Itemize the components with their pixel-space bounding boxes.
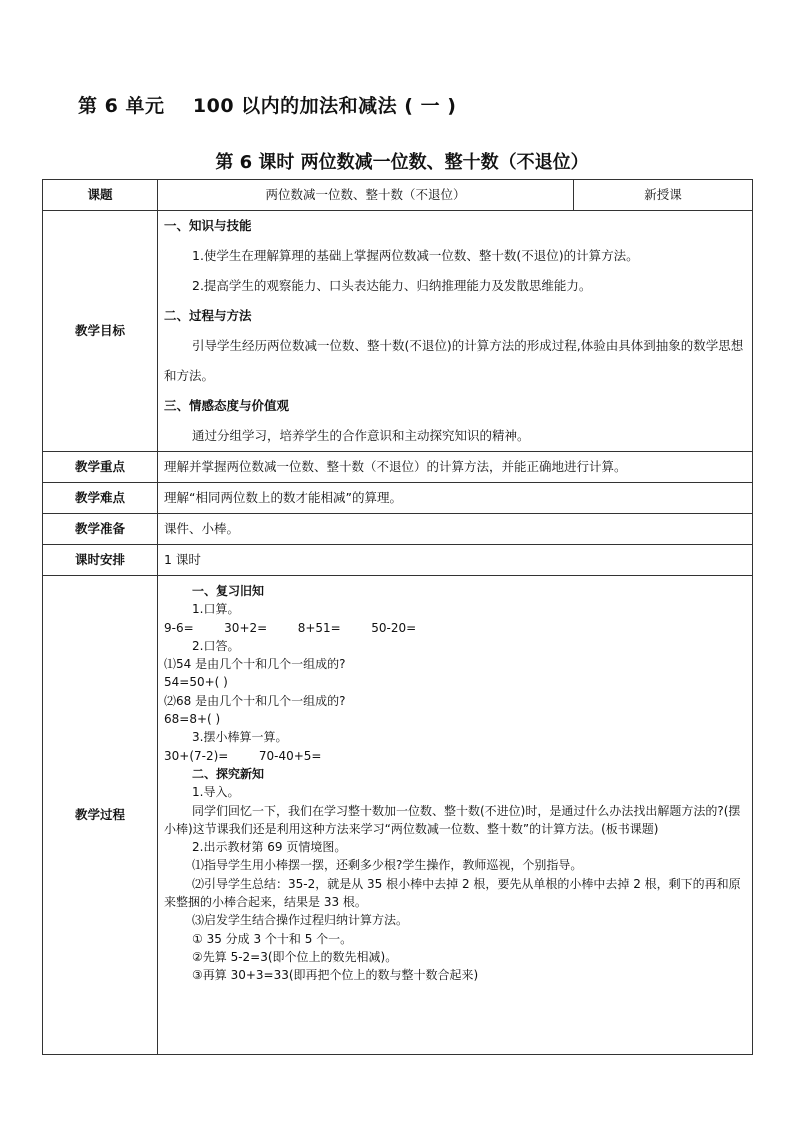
difficulty-row	[43, 483, 753, 514]
process-paragraph: ⑶启发学生结合操作过程归纳计算方法。	[192, 913, 409, 928]
process-line: 9-6= 30+2= 8+51= 50-20=	[164, 620, 417, 635]
key-point-value: 理解并掌握两位数减一位数、整十数（不退位）的计算方法，并能正确地进行计算。	[158, 452, 753, 483]
objective-3: 引导学生经历两位数减一位数、整十数(不退位)的计算方法的形成过程,体验由具体到抽象的数学思想和方法。	[164, 338, 744, 383]
process-paragraph: ②先算 5-2=3(即个位上的数先相减)。	[192, 949, 398, 964]
schedule-label: 课时安排	[43, 545, 158, 576]
process-step: 1.口算。	[192, 602, 240, 617]
process-paragraph: ⑵引导学生总结：35-2，就是从 35 根小棒中去掉 2 根，要先从单根的小棒中去掉 2 根，剩下的再和原来整捆的小棒合起来，结果是 33 根。	[164, 876, 741, 910]
process-paragraph: ③再算 30+3=33(即再把个位上的数与整十数合起来)	[192, 968, 479, 983]
process-line: ⑵68 是由几个十和几个一组成的?	[164, 693, 346, 708]
process-heading-2: 二、探究新知	[192, 766, 265, 781]
process-step: 2.出示教材第 69 页情境图。	[192, 840, 347, 855]
topic-row	[43, 180, 753, 211]
difficulty-label: 教学难点	[43, 483, 158, 514]
objective-1: 1.使学生在理解算理的基础上掌握两位数减一位数、整十数(不退位)的计算方法。	[192, 248, 639, 263]
process-line: 30+(7-2)= 70-40+5=	[164, 748, 322, 763]
objectives-row	[43, 211, 753, 452]
process-label: 教学过程	[43, 576, 158, 1055]
key-point-row	[43, 452, 753, 483]
process-step: 1.导入。	[192, 785, 240, 800]
schedule-value: 1 课时	[158, 545, 753, 576]
process-heading-1: 一、复习旧知	[192, 584, 265, 598]
objectives-heading-3: 三、情感态度与价值观	[164, 398, 290, 413]
objectives-heading-1: 一、知识与技能	[164, 218, 252, 233]
objective-4: 通过分组学习，培养学生的合作意识和主动探究知识的精神。	[192, 428, 530, 443]
objectives-label: 教学目标	[43, 211, 158, 452]
process-line: 68=8+( )	[164, 712, 221, 727]
topic-value: 两位数减一位数、整十数（不退位）	[158, 180, 574, 211]
process-paragraph: ① 35 分成 3 个十和 5 个一。	[192, 931, 353, 946]
process-line: 54=50+( )	[164, 675, 228, 690]
preparation-row	[43, 514, 753, 545]
preparation-value: 课件、小棒。	[158, 514, 753, 545]
process-line: ⑴54 是由几个十和几个一组成的?	[164, 657, 346, 672]
key-point-label: 教学重点	[43, 452, 158, 483]
process-content	[158, 576, 753, 1055]
process-paragraph: ⑴指导学生用小棒摆一摆，还剩多少根?学生操作，教师巡视，个别指导。	[192, 858, 583, 873]
objectives-heading-2: 二、过程与方法	[164, 308, 252, 323]
preparation-label: 教学准备	[43, 514, 158, 545]
objective-2: 2.提高学生的观察能力、口头表达能力、归纳推理能力及发散思维能力。	[192, 278, 592, 293]
process-step: 3.摆小棒算一算。	[192, 730, 288, 745]
difficulty-value: 理解“相同两位数上的数才能相减”的算理。	[158, 483, 753, 514]
topic-label: 课题	[43, 180, 158, 211]
process-paragraph: 同学们回忆一下，我们在学习整十数加一位数、整十数(不进位)时，是通过什么办法找出解题方法的?(摆小棒)这节课我们还是利用这种方法来学习“两位数减一位数、整十数”的计算方法。(板书课题)	[164, 803, 741, 836]
objectives-content	[158, 211, 753, 452]
unit-title: 第 6 单元 100 以内的加法和减法 ( 一 )	[78, 95, 457, 117]
lesson-plan-table	[42, 179, 753, 1055]
lesson-type: 新授课	[574, 180, 753, 211]
process-row	[43, 576, 753, 1055]
process-step: 2.口答。	[192, 638, 240, 653]
schedule-row	[43, 545, 753, 576]
lesson-title: 第 6 课时 两位数减一位数、整十数（不退位）	[215, 152, 589, 173]
